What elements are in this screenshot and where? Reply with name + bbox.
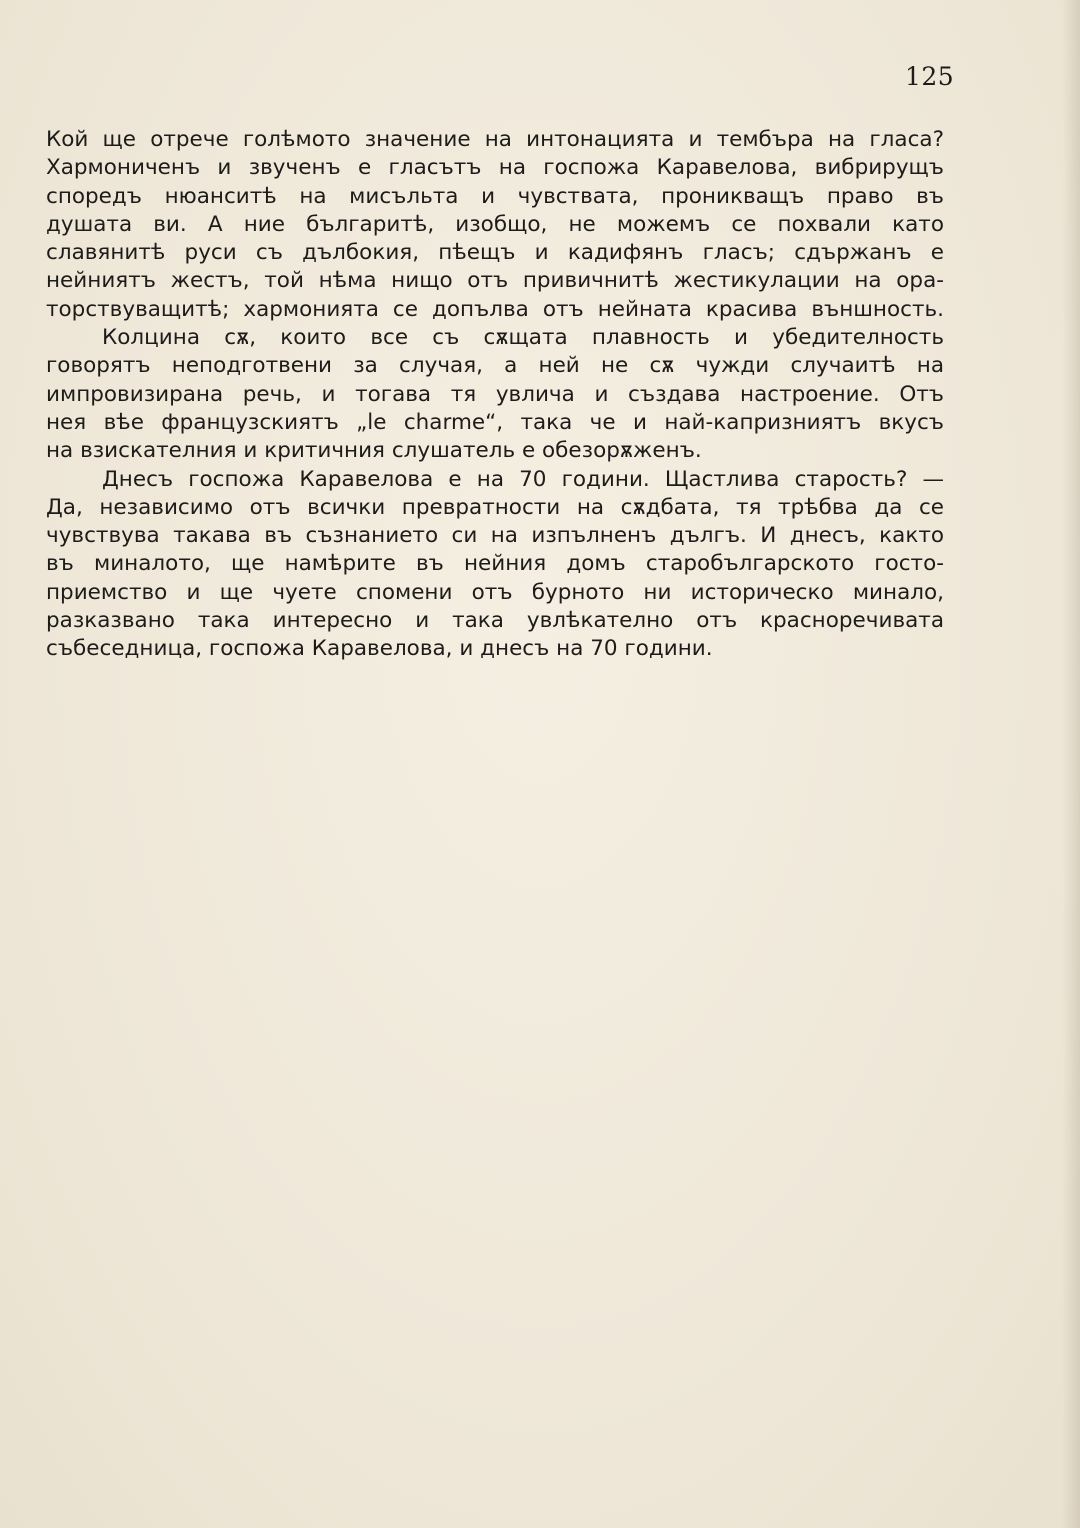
text-line: приемство и ще чуете спомени отъ бурното ни историческо минало, (46, 579, 944, 605)
text-line: въ миналото, ще намѣрите въ нейния домъ старобългарското госто- (46, 551, 944, 577)
text-line: торствуващитѣ; хармонията се допълва отъ нейната красива външность. (46, 296, 944, 322)
text-line: Днесъ госпожа Каравелова е на 70 години. Щастлива старость? — (102, 466, 944, 492)
text-line: чувствува такава въ съзнанието си на изпълненъ дългъ. И днесъ, както (46, 523, 944, 549)
text-line: импровизирана речь, и тогава тя увлича и създава настроение. Отъ (46, 381, 944, 407)
text-line: споредъ нюанситѣ на мисъльта и чувствата, проникващъ право въ (46, 183, 944, 209)
text-line: Колцина сѫ, които все съ сѫщата плавность и убедителность (102, 325, 944, 351)
text-line: славянитѣ руси съ дълбокия, пѣещъ и кадифянъ гласъ; сдържанъ е (46, 240, 944, 266)
page-edge-shadow (1062, 0, 1080, 1528)
paragraph-3 (46, 466, 944, 664)
body-text (46, 126, 944, 664)
text-line: Да, независимо отъ всички превратности на сѫдбата, тя трѣбва да се (46, 494, 944, 520)
text-line: разказвано така интересно и така увлѣкателно отъ красноречивата (46, 608, 944, 634)
text-line: говорятъ неподготвени за случая, а ней не сѫ чужди случаитѣ на (46, 353, 944, 379)
text-line: Кой ще отрече голѣмото значение на интонацията и тембъра на гласа? (46, 127, 944, 152)
paragraph-2 (46, 324, 944, 465)
paragraph-1 (46, 126, 944, 324)
text-line: нея вѣе французскиятъ „le charme“, така че и най-капризниятъ вкусъ (46, 409, 944, 435)
page-number: 125 (905, 62, 955, 91)
text-line: Хармониченъ и звученъ е гласътъ на госпожа Каравелова, вибрирущъ (46, 155, 944, 181)
text-line: събеседница, госпожа Каравелова, и днесъ на 70 години. (46, 636, 713, 662)
text-line: душата ви. А ние българитѣ, изобщо, не можемъ се похвали като (46, 211, 944, 237)
text-line: нейниятъ жестъ, той нѣма нищо отъ привичнитѣ жестикулации на ора- (46, 268, 944, 294)
text-line: на взискателния и критичния слушатель е обезорѫженъ. (46, 438, 702, 464)
